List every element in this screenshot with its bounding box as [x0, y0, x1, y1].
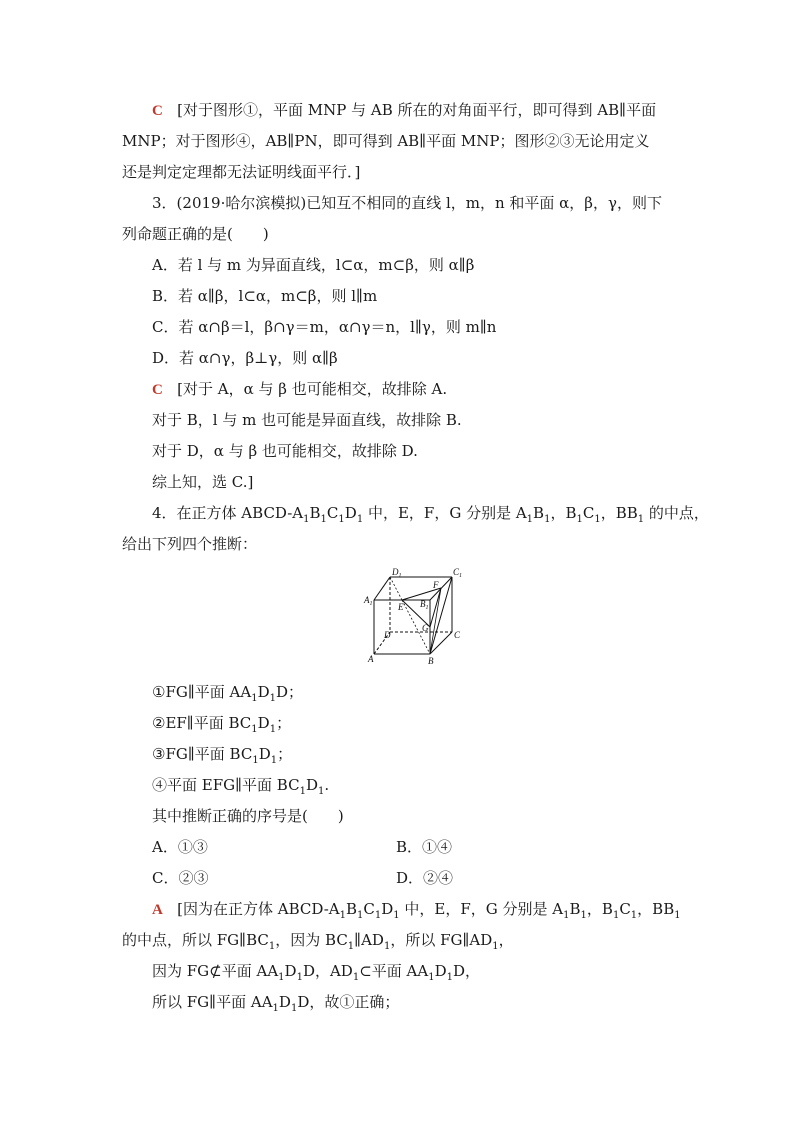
question-3-option-c: C．若 α∩β＝l，β∩γ＝m，α∩γ＝n，l∥γ，则 m∥n	[152, 318, 497, 336]
answer-3-line-4: 所以 FG∥平面 $AA_1D_1D$，故①正确；	[152, 993, 400, 1014]
answer-2-line-1	[152, 379, 447, 400]
answer-3-line-3: 因为 FG⊄平面 $AA_1D_1D$，$AD_1\subset$平面 $AA_1D_1D$，	[152, 962, 481, 983]
question-3-stem-1: 3．(2019·哈尔滨模拟)已知互不相同的直线 l，m，n 和平面 α，β，γ，则下	[152, 194, 662, 212]
label-f: F	[433, 580, 439, 590]
question-3-stem-2: 列命题正确的是( )	[122, 225, 269, 243]
label-b1: $B_1$	[420, 599, 429, 611]
label-c1: $C_1$	[453, 567, 463, 579]
question-4-option-c: C．②③	[152, 869, 209, 887]
inference-4: ④平面 EFG∥平面 $BC_1D_1$.	[152, 776, 330, 797]
question-3-option-d: D．若 α∩γ，β⊥γ，则 α∥β	[152, 349, 338, 367]
question-4-option-a: A．①③	[152, 838, 208, 856]
label-e: E	[398, 602, 404, 612]
label-a: A	[368, 654, 374, 664]
answer-2-line-4: 综上知，选 C.]	[152, 473, 254, 491]
answer-1-line-3: 还是判定定理都无法证明线面平行．]	[122, 163, 361, 181]
question-3-option-a: A．若 l 与 m 为异面直线，l⊂α，m⊂β，则 α∥β	[152, 256, 475, 274]
label-c: C	[454, 630, 461, 640]
label-g: G	[422, 623, 429, 633]
question-4-option-d: D．②④	[396, 869, 454, 887]
inference-2: ②EF∥平面 $BC_1D_1$；	[152, 714, 292, 735]
cube-figure	[360, 566, 466, 666]
inference-3: ③FG∥平面 $BC_1D_1$；	[152, 745, 293, 766]
answer-1-line-2: MNP；对于图形④，AB∥PN，即可得到 AB∥平面 MNP；图形②③无论用定义	[122, 132, 650, 150]
inference-1: ①FG∥平面 $AA_1D_1D$；	[152, 683, 304, 704]
answer-text: [对于图形①，平面 MNP 与 AB 所在的对角面平行，即可得到 AB∥平面	[177, 101, 657, 119]
question-4-stem-2: 给出下列四个推断：	[122, 535, 258, 553]
answer-letter: C	[152, 103, 163, 119]
answer-2-line-3: 对于 D，α 与 β 也可能相交，故排除 D.	[152, 442, 418, 460]
question-4-prompt: 其中推断正确的序号是( )	[152, 807, 344, 825]
answer-1-line-1	[152, 100, 656, 121]
label-a1: $A_1$	[364, 595, 373, 607]
label-b: B	[428, 656, 434, 666]
label-d1: $D_1$	[392, 567, 402, 579]
answer-text: [对于 A，α 与 β 也可能相交，故排除 A.	[177, 380, 448, 398]
label-d: D	[384, 630, 391, 640]
answer-3-line-2: 的中点，所以 $FG\parallel BC_1$，因为 $BC_1\parallel AD_1$，所以 $FG\parallel AD_1$，	[122, 931, 514, 952]
answer-2-line-2: 对于 B，l 与 m 也可能是异面直线，故排除 B.	[152, 411, 462, 429]
answer-letter: A	[152, 902, 163, 918]
question-4-stem-1: 4．在正方体 ABCD-$A_1B_1C_1D_1$ 中，E，F，G 分别是 $A_1B_1$，$B_1C_1$，$BB_1$ 的中点，	[152, 504, 709, 525]
question-3-option-b: B．若 α∥β，l⊂α，m⊂β，则 l∥m	[152, 287, 378, 305]
answer-3-line-1: A [因为在正方体 ABCD-$A_1B_1C_1D_1$ 中，E，F，G 分别是 $A_1B_1$，$B_1C_1$，$BB_1$	[152, 900, 681, 921]
answer-letter: C	[152, 382, 163, 398]
question-4-option-b: B．①④	[396, 838, 453, 856]
